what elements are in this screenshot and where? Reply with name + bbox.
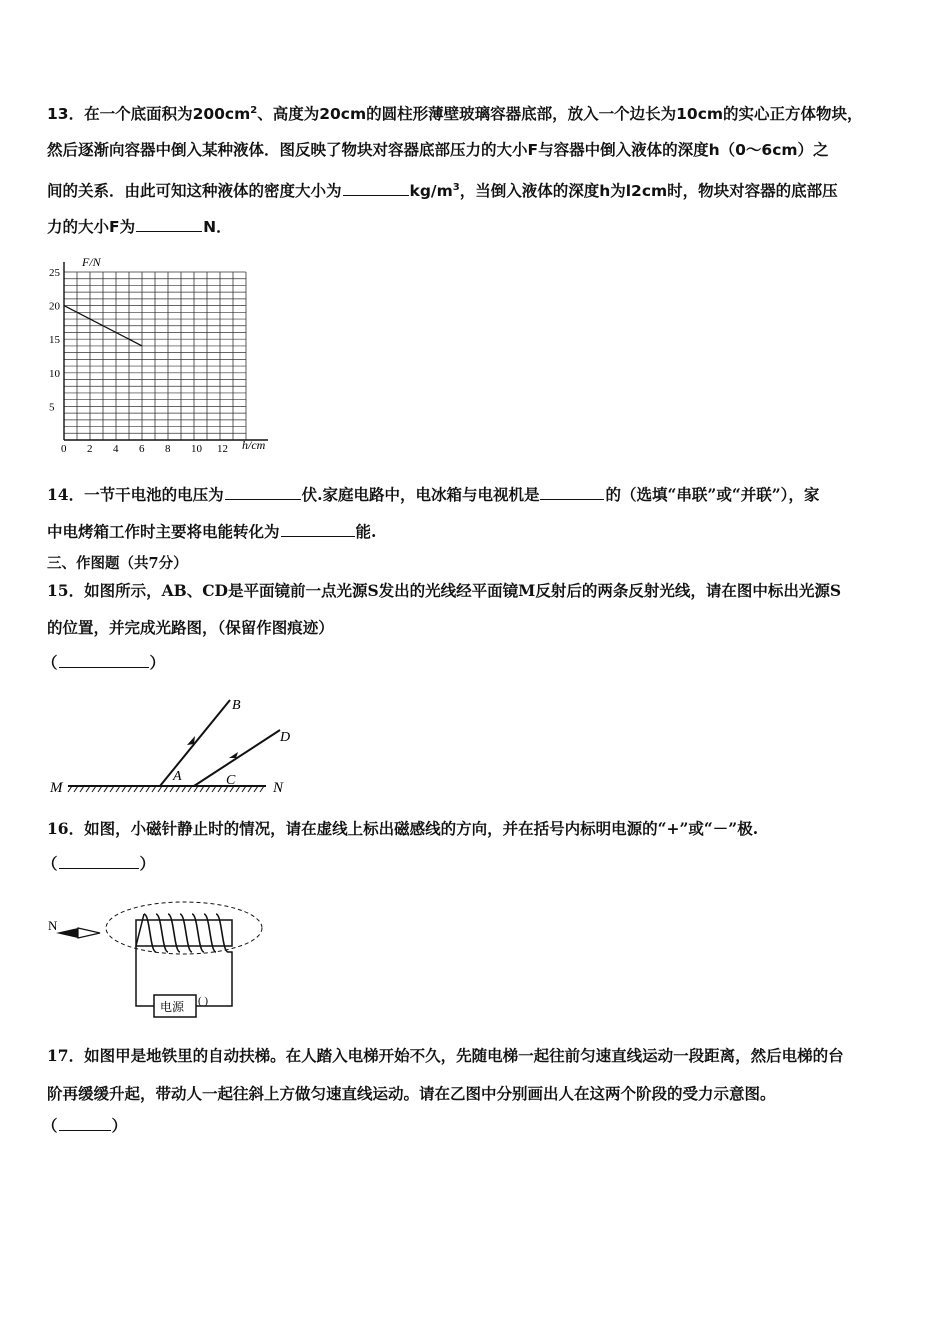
chart-y-axis-label: F/N	[82, 255, 101, 269]
q15-answer-open: （	[42, 653, 58, 672]
y-tick-label: 25	[49, 267, 60, 279]
q16-answer-open: （	[42, 854, 58, 873]
q16-line-1	[47, 818, 758, 840]
x-tick-label: 6	[139, 443, 145, 455]
q14-energy-blank[interactable]	[281, 520, 355, 537]
q17-text-2: 阶再缓缓升起，带动人一起往斜上方做匀速直线运动。请在乙图中分别画出人在这两个阶段的受力示意图。	[47, 1084, 776, 1103]
q16-answer-close: ）	[139, 854, 156, 873]
q13-text-3c: ，当倒入液体的深度h为l2cm时，物块对容器的底部压	[459, 182, 838, 201]
q15-line-1	[47, 580, 841, 602]
q14-text-2a: 中电烤箱工作时主要将电能转化为	[47, 522, 280, 541]
q13-text-1a: 13．在一个底面积为200cm	[47, 105, 251, 124]
q17-line-2	[47, 1083, 776, 1105]
q17-line-1	[47, 1045, 844, 1067]
q15-answer-close: ）	[149, 653, 166, 672]
x-tick-label: 0	[61, 443, 67, 455]
x-tick-label: 10	[191, 443, 202, 455]
q13-force-blank[interactable]	[136, 215, 202, 232]
q13-line-2	[47, 139, 829, 161]
q17-text-1: 17．如图甲是地铁里的自动扶梯。在人踏入电梯开始不久，先随电梯一起往前匀速直线运动一段距离，然后电梯的台	[47, 1046, 844, 1065]
q14-line-2	[47, 520, 376, 543]
q13-sup-volume: 3	[452, 182, 460, 193]
x-tick-label: 2	[87, 443, 93, 455]
q14-text-2b: 能.	[355, 522, 377, 541]
q16-answer-blank[interactable]	[59, 852, 139, 869]
compass-n-label: N	[48, 918, 58, 933]
q15-text-1: 15．如图所示，AB、CD是平面镜前一点光源S发出的光线经平面镜M反射后的两条反射光线，请在图中标出光源S	[47, 581, 842, 600]
y-tick-label: 10	[49, 367, 60, 380]
q16-answer	[42, 852, 155, 875]
q13-line-3	[47, 177, 838, 202]
label-n: N	[273, 780, 284, 796]
q14-text-1a: 14．一节干电池的电压为	[47, 485, 224, 504]
y-tick-label: 15	[49, 334, 60, 347]
q15-answer-blank[interactable]	[59, 651, 149, 668]
solenoid-circuit-figure	[44, 888, 268, 1024]
label-d: D	[280, 730, 291, 745]
x-tick-label: 4	[113, 443, 119, 455]
q15-answer	[42, 651, 165, 674]
y-tick-label: 20	[49, 300, 60, 313]
q14-line-1	[47, 483, 819, 506]
q13-text-3a: 间的关系．由此可知这种液体的密度大小为	[47, 182, 342, 201]
label-m: M	[50, 780, 63, 796]
chart-x-axis-label: h/cm	[242, 438, 266, 452]
q13-line-1	[47, 100, 863, 125]
q17-answer	[42, 1114, 127, 1137]
q17-answer-close: ）	[111, 1116, 128, 1135]
power-source-bracket: ( )	[198, 995, 209, 1007]
q16-text-1: 16．如图，小磁针静止时的情况，请在虚线上标出磁感线的方向，并在括号内标明电源的“+”或“－”极.	[47, 819, 759, 838]
power-source-label: 电源	[160, 1000, 185, 1014]
y-tick-label: 5	[49, 401, 55, 414]
chart-grid	[64, 272, 246, 440]
mirror-reflection-figure	[44, 680, 300, 804]
q13-text-4b: N．	[203, 218, 232, 236]
label-a: A	[173, 769, 182, 784]
q13-text-3b: kg/m	[409, 182, 453, 201]
q17-answer-open: （	[42, 1116, 58, 1135]
q13-text-2: 然后逐渐向容器中倒入某种液体．图反映了物块对容器底部压力的大小F与容器中倒入液体的深度h（0～6cm）之	[47, 141, 829, 159]
q13-text-1b: 、高度为20cm的圆柱形薄壁玻璃容器底部，放入一个边长为10cm的实心正方体物块，	[257, 105, 863, 124]
x-tick-label: 12	[217, 443, 228, 455]
q13-sup-area: 2	[250, 105, 258, 116]
force-depth-chart	[40, 252, 280, 458]
q14-connection-blank[interactable]	[540, 483, 604, 500]
q14-voltage-blank[interactable]	[225, 483, 301, 500]
q14-text-1c: 的（选填“串联”或“并联”），家	[605, 485, 820, 504]
q13-line-4	[47, 215, 232, 238]
q17-answer-blank[interactable]	[59, 1114, 111, 1131]
q13-text-4a: 力的大小F为	[47, 218, 136, 236]
section-3-heading	[47, 553, 188, 575]
q15-line-2	[47, 617, 334, 639]
q13-density-blank[interactable]	[343, 179, 409, 196]
q14-text-1b: 伏.家庭电路中，电冰箱与电视机是	[301, 485, 540, 504]
section-3-title: 三、作图题（共7分）	[47, 555, 188, 572]
q15-text-2: 的位置，并完成光路图，（保留作图痕迹）	[47, 618, 334, 637]
label-b: B	[232, 698, 241, 713]
x-tick-label: 8	[165, 443, 171, 455]
label-c: C	[226, 773, 236, 788]
